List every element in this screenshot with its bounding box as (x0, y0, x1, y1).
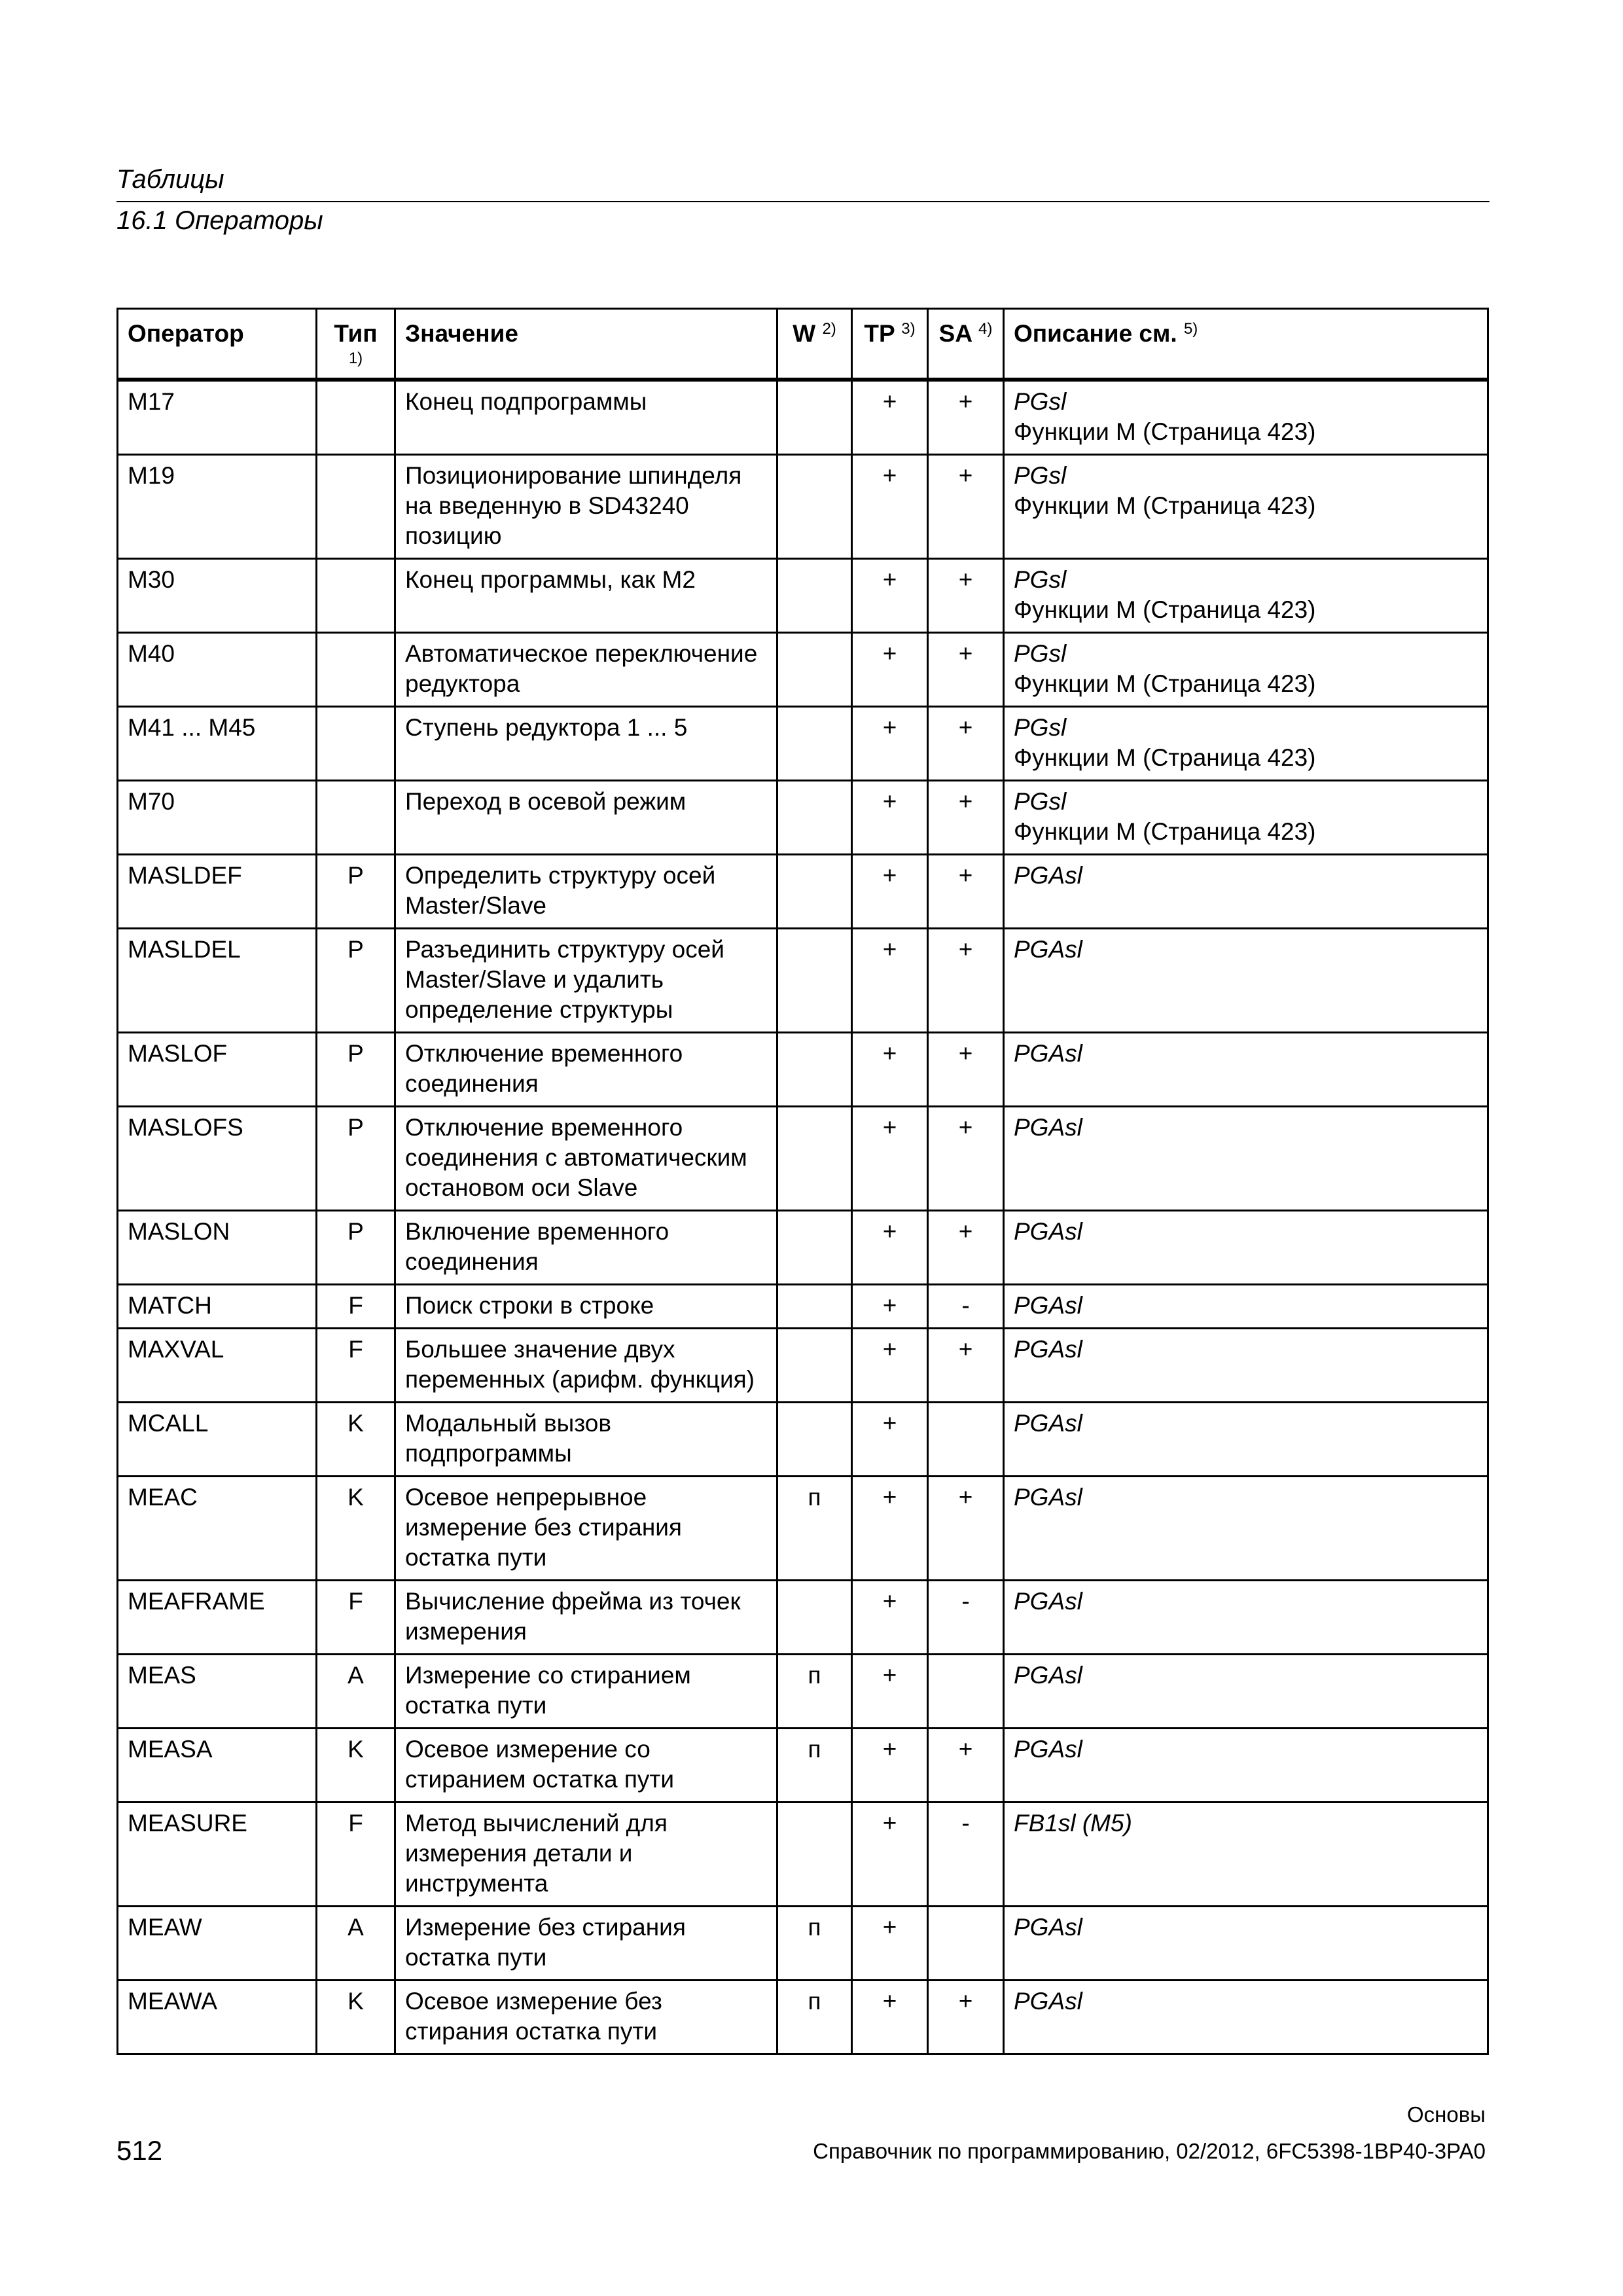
cell-sa: + (928, 633, 1004, 707)
cell-sa: + (928, 1033, 1004, 1107)
cell-description (1004, 855, 1488, 929)
cell-tp: + (852, 1729, 928, 1803)
reference-source: PGAsl (1014, 1336, 1082, 1363)
footer-book-title: Основы (1407, 2102, 1486, 2126)
table-row (118, 1907, 1488, 1981)
table-row (118, 855, 1488, 929)
cell-operator: MASLOF (118, 1033, 317, 1107)
cell-meaning: Поиск строки в строке (395, 1285, 777, 1329)
cell-tp: + (852, 455, 928, 559)
reference-link[interactable]: Функции M (Страница 423) (1014, 492, 1316, 519)
cell-w (777, 929, 852, 1033)
cell-w: п (777, 1477, 852, 1581)
cell-description (1004, 1211, 1488, 1285)
table-row (118, 1211, 1488, 1285)
cell-description (1004, 1581, 1488, 1655)
cell-tp: + (852, 1211, 928, 1285)
cell-type: P (317, 929, 395, 1033)
cell-description (1004, 633, 1488, 707)
table-row (118, 633, 1488, 707)
header-tp: TP $^{3)}$ (852, 309, 928, 380)
reference-source: PGAsl (1014, 1114, 1082, 1141)
reference-source: PGAsl (1014, 1292, 1082, 1319)
cell-meaning: Ступень редуктора 1 ... 5 (395, 707, 777, 781)
cell-description (1004, 1907, 1488, 1981)
header-tp-note: 3) (901, 320, 916, 338)
cell-type: F (317, 1803, 395, 1907)
cell-operator: MEAW (118, 1907, 317, 1981)
cell-w (777, 1329, 852, 1403)
cell-meaning: Большее значение двух переменных (арифм. функция) (395, 1329, 777, 1403)
cell-tp: + (852, 633, 928, 707)
table-row (118, 1655, 1488, 1729)
reference-source: PGsl (1014, 640, 1067, 667)
chapter-title: Таблицы (116, 165, 224, 194)
reference-source: PGsl (1014, 462, 1067, 489)
cell-meaning: Осевое измерение без стирания остатка пути (395, 1981, 777, 2054)
cell-meaning: Автоматическое переключение редуктора (395, 633, 777, 707)
cell-tp: + (852, 1477, 928, 1581)
cell-sa: + (928, 1211, 1004, 1285)
cell-type: F (317, 1285, 395, 1329)
cell-type (317, 455, 395, 559)
cell-meaning: Измерение со стиранием остатка пути (395, 1655, 777, 1729)
reference-link[interactable]: Функции M (Страница 423) (1014, 596, 1316, 623)
cell-w (777, 707, 852, 781)
cell-w (777, 1033, 852, 1107)
table-row (118, 455, 1488, 559)
reference-source: PGAsl (1014, 936, 1082, 963)
cell-operator: M41 ... M45 (118, 707, 317, 781)
cell-description (1004, 1655, 1488, 1729)
cell-type (317, 707, 395, 781)
cell-tp: + (852, 559, 928, 633)
cell-sa: + (928, 455, 1004, 559)
cell-sa: - (928, 1803, 1004, 1907)
cell-description (1004, 1477, 1488, 1581)
reference-link[interactable]: Функции M (Страница 423) (1014, 670, 1316, 697)
reference-source: PGAsl (1014, 1736, 1082, 1763)
cell-w (777, 380, 852, 455)
cell-description (1004, 781, 1488, 855)
table-row (118, 781, 1488, 855)
reference-source: PGsl (1014, 566, 1067, 593)
cell-tp: + (852, 1285, 928, 1329)
cell-sa: + (928, 380, 1004, 455)
cell-w: п (777, 1729, 852, 1803)
cell-tp: + (852, 1907, 928, 1981)
cell-meaning: Измерение без стирания остатка пути (395, 1907, 777, 1981)
cell-type: P (317, 1211, 395, 1285)
reference-link[interactable]: Функции M (Страница 423) (1014, 744, 1316, 771)
cell-meaning: Модальный вызов подпрограммы (395, 1403, 777, 1477)
header-w-note: 2) (822, 320, 836, 338)
reference-source: PGsl (1014, 714, 1067, 741)
cell-type (317, 380, 395, 455)
table-header-row (118, 309, 1488, 380)
cell-meaning: Переход в осевой режим (395, 781, 777, 855)
reference-source: PGAsl (1014, 1218, 1082, 1245)
cell-sa (928, 1655, 1004, 1729)
table-row (118, 1981, 1488, 2054)
cell-operator: MEAFRAME (118, 1581, 317, 1655)
cell-tp: + (852, 1803, 928, 1907)
cell-operator: MASLDEF (118, 855, 317, 929)
table-row (118, 1803, 1488, 1907)
cell-w: п (777, 1907, 852, 1981)
cell-w (777, 1285, 852, 1329)
cell-sa (928, 1907, 1004, 1981)
cell-operator: MCALL (118, 1403, 317, 1477)
cell-description (1004, 929, 1488, 1033)
cell-meaning: Осевое измерение со стиранием остатка пути (395, 1729, 777, 1803)
cell-type: K (317, 1729, 395, 1803)
cell-tp: + (852, 1107, 928, 1211)
cell-sa: + (928, 1107, 1004, 1211)
table-row (118, 1033, 1488, 1107)
cell-description (1004, 1107, 1488, 1211)
cell-meaning: Разъединить структуру осей Master/Slave и удалить определение структуры (395, 929, 777, 1033)
cell-w (777, 1107, 852, 1211)
table-row (118, 1107, 1488, 1211)
reference-source: PGAsl (1014, 1484, 1082, 1511)
cell-operator: MEASURE (118, 1803, 317, 1907)
table-row (118, 1403, 1488, 1477)
cell-meaning: Конец программы, как M2 (395, 559, 777, 633)
cell-sa: + (928, 781, 1004, 855)
cell-sa: + (928, 1329, 1004, 1403)
cell-w (777, 455, 852, 559)
cell-tp: + (852, 1655, 928, 1729)
cell-description (1004, 380, 1488, 455)
cell-type: P (317, 855, 395, 929)
reference-source: PGsl (1014, 788, 1067, 815)
cell-meaning: Конец подпрограммы (395, 380, 777, 455)
cell-type: K (317, 1477, 395, 1581)
reference-source: PGAsl (1014, 1588, 1082, 1615)
table-row (118, 1477, 1488, 1581)
reference-link[interactable]: Функции M (Страница 423) (1014, 418, 1316, 445)
cell-operator: MAXVAL (118, 1329, 317, 1403)
header-type: Тип 1) (317, 309, 395, 380)
cell-description (1004, 455, 1488, 559)
cell-type (317, 781, 395, 855)
cell-w (777, 1211, 852, 1285)
section-title: 16.1 Операторы (116, 206, 323, 235)
cell-w (777, 1403, 852, 1477)
table-row (118, 380, 1488, 455)
cell-w (777, 781, 852, 855)
cell-tp: + (852, 380, 928, 455)
reference-source: PGAsl (1014, 1410, 1082, 1437)
cell-operator: M30 (118, 559, 317, 633)
cell-type (317, 633, 395, 707)
cell-meaning: Включение временного соединения (395, 1211, 777, 1285)
cell-description (1004, 1981, 1488, 2054)
cell-description (1004, 1403, 1488, 1477)
cell-w: п (777, 1655, 852, 1729)
table-row (118, 559, 1488, 633)
cell-tp: + (852, 1981, 928, 2054)
cell-type: K (317, 1981, 395, 2054)
cell-meaning: Осевое непрерывное измерение без стирания остатка пути (395, 1477, 777, 1581)
cell-meaning: Вычисление фрейма из точек измерения (395, 1581, 777, 1655)
cell-type: P (317, 1033, 395, 1107)
table-row (118, 1729, 1488, 1803)
cell-operator: M40 (118, 633, 317, 707)
cell-operator: M19 (118, 455, 317, 559)
cell-sa: + (928, 1729, 1004, 1803)
reference-source: PGsl (1014, 388, 1067, 415)
header-operator: Оператор (118, 309, 317, 380)
cell-operator: MASLOFS (118, 1107, 317, 1211)
cell-tp: + (852, 707, 928, 781)
header-desc-note: 5) (1183, 320, 1198, 338)
cell-description (1004, 1803, 1488, 1907)
cell-w (777, 559, 852, 633)
reference-source: PGAsl (1014, 1040, 1082, 1067)
cell-sa: - (928, 1581, 1004, 1655)
header-meaning: Значение (395, 309, 777, 380)
cell-description (1004, 1285, 1488, 1329)
cell-description (1004, 559, 1488, 633)
cell-type: P (317, 1107, 395, 1211)
cell-sa: + (928, 1477, 1004, 1581)
cell-sa: + (928, 559, 1004, 633)
cell-w (777, 855, 852, 929)
reference-link[interactable]: Функции M (Страница 423) (1014, 818, 1316, 845)
cell-operator: MEAS (118, 1655, 317, 1729)
table-row (118, 1329, 1488, 1403)
footer-manual-info: Справочник по программированию, 02/2012, 6FC5398-1BP40-3PA0 (813, 2139, 1486, 2163)
operators-table (116, 308, 1489, 2055)
cell-operator: MEASA (118, 1729, 317, 1803)
table-body (118, 380, 1488, 2054)
table-row (118, 1285, 1488, 1329)
cell-operator: MEAWA (118, 1981, 317, 2054)
cell-operator: MATCH (118, 1285, 317, 1329)
cell-type: F (317, 1581, 395, 1655)
cell-operator: M70 (118, 781, 317, 855)
cell-operator: MASLDEL (118, 929, 317, 1033)
cell-type: A (317, 1907, 395, 1981)
cell-description (1004, 1729, 1488, 1803)
cell-tp: + (852, 1403, 928, 1477)
cell-tp: + (852, 1329, 928, 1403)
cell-tp: + (852, 929, 928, 1033)
cell-tp: + (852, 1033, 928, 1107)
cell-sa: + (928, 1981, 1004, 2054)
cell-sa: + (928, 929, 1004, 1033)
cell-type (317, 559, 395, 633)
table-row (118, 707, 1488, 781)
cell-type: K (317, 1403, 395, 1477)
cell-tp: + (852, 1581, 928, 1655)
cell-operator: MEAC (118, 1477, 317, 1581)
reference-source: PGAsl (1014, 1914, 1082, 1941)
cell-w (777, 1581, 852, 1655)
cell-description (1004, 1329, 1488, 1403)
cell-meaning: Позиционирование шпинделя на введенную в SD43240 позицию (395, 455, 777, 559)
cell-description (1004, 1033, 1488, 1107)
header-divider (116, 201, 1489, 202)
cell-w (777, 633, 852, 707)
cell-operator: M17 (118, 380, 317, 455)
header-w: W $^{2)}$ (777, 309, 852, 380)
reference-source: PGAsl (1014, 1662, 1082, 1689)
cell-tp: + (852, 781, 928, 855)
cell-sa (928, 1403, 1004, 1477)
table-row (118, 1581, 1488, 1655)
cell-meaning: Отключение временного соединения с автоматическим остановом оси Slave (395, 1107, 777, 1211)
cell-description (1004, 707, 1488, 781)
cell-meaning: Метод вычислений для измерения детали и инструмента (395, 1803, 777, 1907)
header-description: Описание см. $^{5)}$ (1004, 309, 1488, 380)
header-type-note: 1) (348, 350, 363, 367)
header-sa-note: 4) (978, 320, 993, 338)
reference-source: PGAsl (1014, 1988, 1082, 2015)
cell-w: п (777, 1981, 852, 2054)
cell-sa: + (928, 855, 1004, 929)
reference-source: PGAsl (1014, 862, 1082, 889)
cell-operator: MASLON (118, 1211, 317, 1285)
cell-meaning: Определить структуру осей Master/Slave (395, 855, 777, 929)
cell-type: A (317, 1655, 395, 1729)
reference-source: FB1sl (M5) (1014, 1810, 1132, 1837)
header-sa: SA $^{4)}$ (928, 309, 1004, 380)
cell-meaning: Отключение временного соединения (395, 1033, 777, 1107)
cell-type: F (317, 1329, 395, 1403)
page-number: 512 (116, 2135, 163, 2166)
table-row (118, 929, 1488, 1033)
cell-sa: + (928, 707, 1004, 781)
cell-sa: - (928, 1285, 1004, 1329)
cell-w (777, 1803, 852, 1907)
cell-tp: + (852, 855, 928, 929)
